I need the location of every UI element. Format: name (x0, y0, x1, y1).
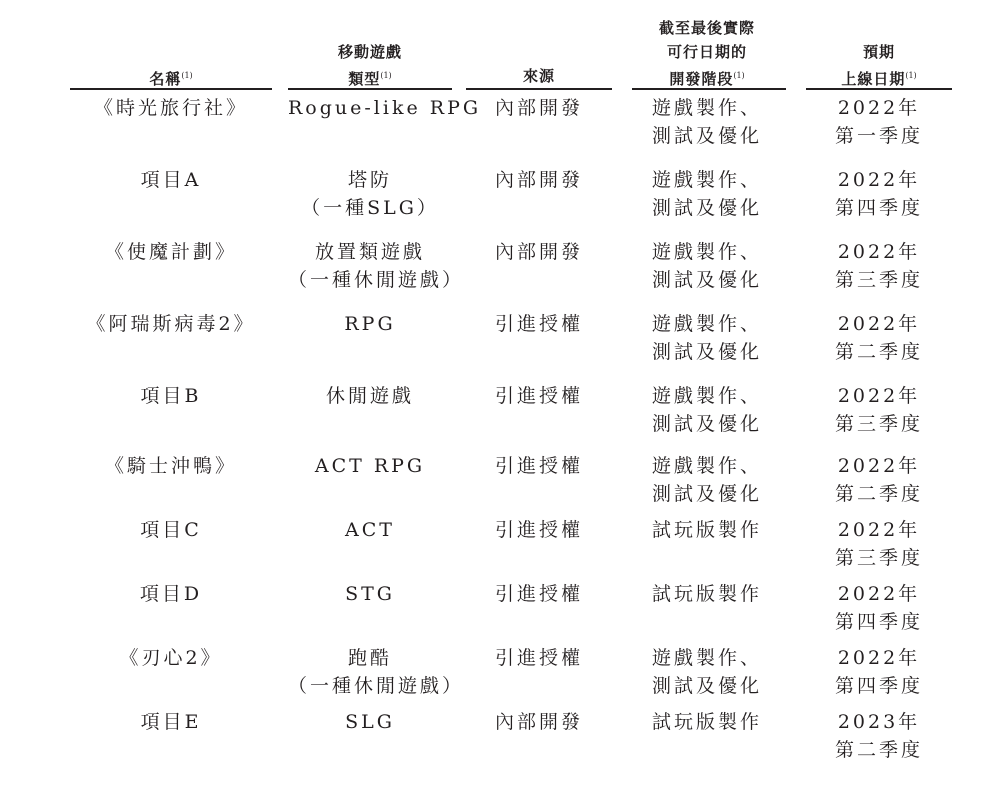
game-type-cell (288, 166, 452, 222)
launch-date-cell (806, 238, 952, 294)
game-type-text: （一種SLG） (301, 197, 439, 219)
dev-stage-text: 試玩版製作 (652, 583, 763, 605)
game-name-text: 《騎士沖鴨》 (104, 455, 237, 477)
dev-stage-text: 遊戲製作、 (652, 169, 763, 191)
dev-stage-cell (652, 452, 802, 508)
dev-stage-cell (652, 516, 802, 544)
header-launch-date (806, 40, 952, 91)
launch-date-cell (806, 580, 952, 636)
game-type-text: Rogue-like RPG (288, 97, 482, 119)
launch-date-cell (806, 644, 952, 700)
header-dev-stage-line: 可行日期的 (666, 43, 747, 61)
game-type-text: （一種休閒遊戲） (288, 269, 465, 291)
game-source-text: 引進授權 (494, 455, 583, 477)
game-type-text: STG (345, 583, 395, 605)
header-source (466, 64, 612, 88)
game-name-text: 項目C (140, 519, 202, 541)
dev-stage-text: 測試及優化 (652, 483, 763, 505)
dev-stage-cell (652, 238, 802, 294)
launch-date-cell (806, 382, 952, 438)
game-source-text: 引進授權 (494, 313, 583, 335)
dev-stage-text: 測試及優化 (652, 341, 763, 363)
footnote-marker: (1) (181, 71, 193, 80)
game-name-text: 項目D (139, 583, 203, 605)
dev-stage-text: 遊戲製作、 (652, 313, 763, 335)
game-name-cell (70, 452, 272, 480)
launch-date-text: 2022年 (837, 455, 921, 477)
launch-date-text: 第三季度 (834, 547, 923, 569)
game-type-text: 休閒遊戲 (325, 385, 414, 407)
game-type-text: （一種休閒遊戲） (288, 675, 465, 697)
game-name-cell (70, 166, 272, 194)
game-source-text: 引進授權 (494, 647, 583, 669)
launch-date-cell (806, 452, 952, 508)
game-type-cell (288, 452, 452, 480)
game-type-cell (288, 310, 452, 338)
game-source-cell (466, 238, 612, 266)
game-source-cell (466, 644, 612, 672)
game-name-text: 《阿瑞斯病毒2》 (86, 313, 256, 335)
game-type-cell (288, 238, 465, 294)
header-game-type (288, 40, 452, 91)
dev-stage-cell (652, 310, 802, 366)
launch-date-text: 2022年 (837, 647, 921, 669)
header-launch-date-line: 上線日期 (841, 70, 906, 88)
launch-date-text: 第四季度 (834, 197, 923, 219)
game-type-text: 跑酷 (347, 647, 392, 669)
game-type-cell (288, 94, 482, 122)
dev-stage-text: 遊戲製作、 (652, 455, 763, 477)
launch-date-text: 第二季度 (834, 341, 923, 363)
launch-date-text: 第二季度 (834, 739, 923, 761)
game-source-text: 引進授權 (494, 583, 583, 605)
dev-stage-cell (652, 166, 802, 222)
game-source-text: 內部開發 (494, 169, 583, 191)
launch-date-text: 第三季度 (834, 413, 923, 435)
dev-stage-text: 遊戲製作、 (652, 97, 763, 119)
game-name-cell (70, 708, 272, 736)
game-name-cell (70, 644, 272, 672)
launch-date-text: 2022年 (837, 583, 921, 605)
game-type-text: ACT RPG (314, 455, 426, 477)
dev-stage-cell (652, 708, 802, 736)
game-name-text: 項目A (140, 169, 202, 191)
dev-stage-text: 測試及優化 (652, 675, 763, 697)
header-source-label: 來源 (522, 67, 555, 85)
game-type-cell (288, 708, 452, 736)
launch-date-text: 2022年 (837, 169, 921, 191)
launch-date-text: 第四季度 (834, 675, 923, 697)
game-type-text: RPG (344, 313, 396, 335)
launch-date-cell (806, 310, 952, 366)
game-source-text: 內部開發 (494, 711, 583, 733)
game-source-cell (466, 580, 612, 608)
header-rule-name (70, 88, 272, 90)
game-name-text: 《刃心2》 (119, 647, 223, 669)
game-name-cell (70, 580, 272, 608)
header-rule-dev-stage (632, 88, 786, 90)
dev-stage-text: 遊戲製作、 (652, 647, 763, 669)
launch-date-text: 2022年 (837, 519, 921, 541)
dev-stage-text: 試玩版製作 (652, 519, 763, 541)
launch-date-text: 第三季度 (834, 269, 923, 291)
game-source-text: 引進授權 (494, 519, 583, 541)
header-dev-stage-line: 開發階段 (669, 70, 734, 88)
game-name-text: 《時光旅行社》 (93, 97, 248, 119)
header-dev-stage-line: 截至最後實際 (658, 19, 755, 37)
launch-date-text: 2022年 (837, 97, 921, 119)
game-source-cell (466, 708, 612, 736)
dev-stage-text: 試玩版製作 (652, 711, 763, 733)
dev-stage-text: 遊戲製作、 (652, 241, 763, 263)
header-name (70, 64, 272, 91)
header-rule-game-type (288, 88, 452, 90)
header-game-type-line: 類型 (348, 70, 381, 88)
header-dev-stage (632, 16, 782, 91)
footnote-marker: (1) (733, 71, 745, 80)
game-name-cell (70, 310, 272, 338)
game-type-cell (288, 516, 452, 544)
dev-stage-text: 測試及優化 (652, 197, 763, 219)
header-launch-date-line: 預期 (862, 43, 895, 61)
launch-date-cell (806, 94, 952, 150)
launch-date-text: 第二季度 (834, 483, 923, 505)
game-type-text: 放置類遊戲 (314, 241, 425, 263)
dev-stage-text: 遊戲製作、 (652, 385, 763, 407)
game-type-cell (288, 580, 452, 608)
launch-date-text: 2022年 (837, 313, 921, 335)
game-source-cell (466, 382, 612, 410)
game-source-cell (466, 452, 612, 480)
game-type-cell (288, 382, 452, 410)
header-game-type-line: 移動遊戲 (337, 43, 402, 61)
launch-date-cell (806, 708, 952, 764)
launch-date-text: 第一季度 (834, 125, 923, 147)
dev-stage-text: 測試及優化 (652, 413, 763, 435)
game-name-cell (70, 94, 272, 122)
header-rule-source (466, 88, 612, 90)
dev-stage-cell (652, 644, 802, 700)
launch-date-text: 第四季度 (834, 611, 923, 633)
game-source-text: 內部開發 (494, 241, 583, 263)
launch-date-text: 2023年 (837, 711, 921, 733)
footnote-marker: (1) (380, 71, 392, 80)
game-source-cell (466, 310, 612, 338)
dev-stage-cell (652, 580, 802, 608)
game-name-cell (70, 382, 272, 410)
game-type-text: 塔防 (347, 169, 392, 191)
header-rule-launch-date (806, 88, 952, 90)
game-type-text: SLG (345, 711, 395, 733)
game-name-text: 項目E (140, 711, 202, 733)
dev-stage-cell (652, 382, 802, 438)
game-type-cell (288, 644, 465, 700)
dev-stage-text: 測試及優化 (652, 269, 763, 291)
dev-stage-cell (652, 94, 802, 150)
launch-date-cell (806, 516, 952, 572)
launch-date-text: 2022年 (837, 385, 921, 407)
game-name-cell (70, 516, 272, 544)
launch-date-cell (806, 166, 952, 222)
dev-stage-text: 測試及優化 (652, 125, 763, 147)
footnote-marker: (1) (905, 71, 917, 80)
game-name-text: 《使魔計劃》 (104, 241, 237, 263)
game-name-cell (70, 238, 272, 266)
game-source-cell (466, 516, 612, 544)
game-type-text: ACT (345, 519, 395, 541)
launch-date-text: 2022年 (837, 241, 921, 263)
game-source-cell (466, 94, 612, 122)
game-source-cell (466, 166, 612, 194)
game-source-text: 引進授權 (494, 385, 583, 407)
game-source-text: 內部開發 (494, 97, 583, 119)
header-name-label: 名稱 (149, 70, 182, 88)
game-name-text: 項目B (140, 385, 202, 407)
